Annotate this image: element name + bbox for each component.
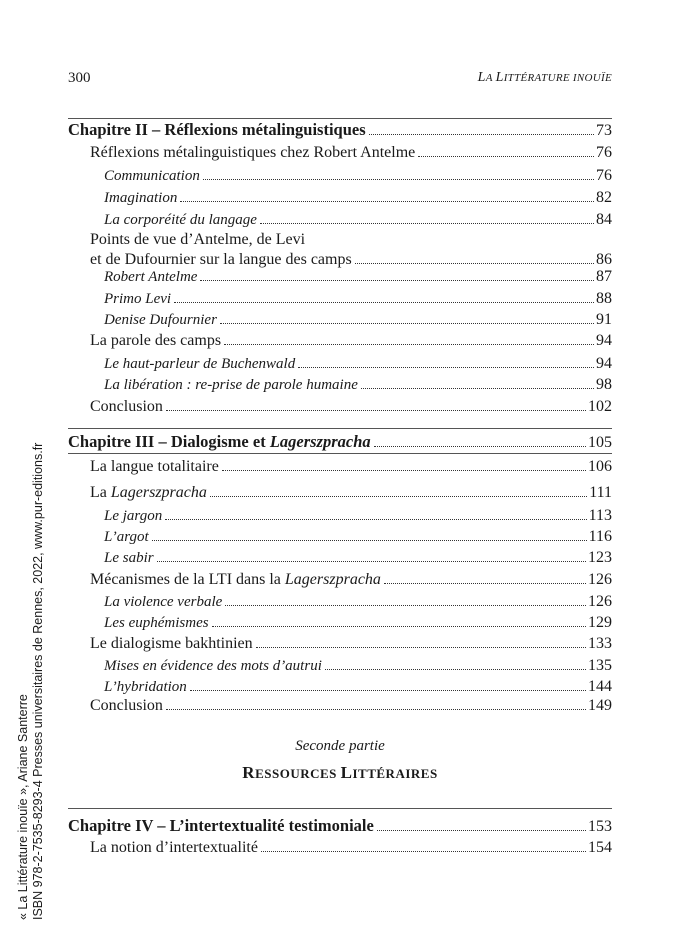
toc-page-number: 126 <box>588 593 612 610</box>
leader-dots <box>200 279 594 281</box>
leader-dots <box>222 469 586 471</box>
publisher-credit: « La Littérature inouïe », Ariane Santerre ISBN 978-2-7535-8293-4 Presses universitaires de Rennes, 2022, www.pur-editions.fr <box>16 442 45 920</box>
leader-dots <box>256 646 586 648</box>
leader-dots <box>166 708 586 710</box>
toc-entry-title: La violence verbale <box>104 594 223 610</box>
toc-page-number: 102 <box>588 398 612 415</box>
toc-page-number: 94 <box>596 332 612 349</box>
leader-dots <box>224 343 594 345</box>
toc-page-number: 129 <box>588 614 612 631</box>
toc-subsection-entry[interactable] <box>68 527 612 549</box>
leader-dots <box>165 518 586 520</box>
toc-page-number: 84 <box>596 211 612 228</box>
leader-dots <box>377 829 586 831</box>
toc-subsection-entry[interactable] <box>68 289 612 311</box>
section-divider <box>68 118 612 119</box>
running-title: LA LITTÉRATURE INOUÏE <box>477 70 612 85</box>
toc-entry-title: La corporéité du langage <box>104 212 257 228</box>
toc-section-entry[interactable] <box>68 397 612 419</box>
toc-entry-title: L’hybridation <box>104 679 187 695</box>
leader-dots <box>210 495 587 497</box>
leader-dots <box>220 322 594 324</box>
toc-entry-title: Chapitre IV – L’intertextualité testimoniale <box>68 816 374 835</box>
leader-dots <box>298 366 594 368</box>
section-divider <box>68 453 612 454</box>
toc-subsection-entry[interactable] <box>68 592 612 614</box>
toc-section-entry[interactable] <box>68 483 612 505</box>
toc-entry-title: La libération : re-prise de parole humaine <box>104 377 358 393</box>
toc-page-number: 133 <box>588 635 612 652</box>
toc-entry-title: La Lagerszpracha <box>90 484 207 501</box>
leader-dots <box>361 387 594 389</box>
toc-entry-title: Les euphémismes <box>104 615 209 631</box>
toc-subsection-entry[interactable] <box>68 166 612 188</box>
toc-entry-title: Imagination <box>104 190 178 206</box>
leader-dots <box>325 668 586 670</box>
part-label: Seconde partie <box>295 738 385 754</box>
toc-section-entry[interactable] <box>68 838 612 860</box>
toc-entry-title: Communication <box>104 168 200 184</box>
toc-page-number: 149 <box>588 697 612 714</box>
toc-page-number: 116 <box>588 528 612 545</box>
toc-page-number: 126 <box>588 571 612 588</box>
toc-chapter-entry[interactable] <box>68 120 612 142</box>
page-number: 300 <box>68 70 91 86</box>
toc-entry-title: Chapitre II – Réflexions métalinguistiques <box>68 120 366 139</box>
toc-entry-title: La langue totalitaire <box>90 458 219 475</box>
toc-subsection-entry[interactable] <box>68 375 612 397</box>
toc-page-number: 153 <box>588 818 612 835</box>
leader-dots <box>157 560 586 562</box>
toc-entry-title: Denise Dufournier <box>104 312 217 328</box>
toc-page-number: 87 <box>596 268 612 285</box>
section-divider <box>68 808 612 809</box>
toc-entry-title: Conclusion <box>90 697 163 714</box>
leader-dots <box>166 409 586 411</box>
toc-entry-title: Le jargon <box>104 508 163 524</box>
toc-subsection-entry[interactable] <box>68 188 612 210</box>
toc-page-number: 73 <box>596 122 612 139</box>
toc-page-number: 106 <box>588 458 612 475</box>
toc-page-number: 86 <box>596 251 612 268</box>
toc-subsection-entry[interactable] <box>68 354 612 376</box>
toc-subsection-entry[interactable] <box>68 548 612 570</box>
leader-dots <box>418 155 594 157</box>
toc-entry-title-continued: et de Dufournier sur la langue des camps 86 <box>90 251 612 268</box>
leader-dots <box>355 262 594 264</box>
leader-dots <box>225 604 586 606</box>
toc-entry-title: Le haut-parleur de Buchenwald <box>104 356 296 372</box>
toc-subsection-entry[interactable] <box>68 656 612 678</box>
toc-entry-title: Mises en évidence des mots d’autrui <box>104 658 322 674</box>
toc-page-number: 82 <box>596 189 612 206</box>
toc-entry-title: La notion d’intertextualité <box>90 839 258 856</box>
toc-page-number: 135 <box>588 657 612 674</box>
leader-dots <box>384 582 586 584</box>
leader-dots <box>260 222 594 224</box>
toc-entry-title: Le dialogisme bakhtinien <box>90 635 253 652</box>
leader-dots <box>190 689 586 691</box>
toc-page-number: 76 <box>596 144 612 161</box>
toc-section-entry[interactable] <box>68 457 612 479</box>
toc-entry-title: L’argot <box>104 529 149 545</box>
toc-page-number: 76 <box>596 167 612 184</box>
toc-subsection-entry[interactable] <box>68 267 612 289</box>
toc-entry-title: Le sabir <box>104 550 154 566</box>
toc-section-entry[interactable] <box>68 331 612 353</box>
toc-entry-title: Primo Levi <box>104 291 172 307</box>
leader-dots <box>212 625 586 627</box>
leader-dots <box>261 850 586 852</box>
part-title: RESSOURCES LITTÉRAIRES <box>242 763 438 782</box>
toc-section-entry[interactable] <box>68 696 612 718</box>
toc-section-entry[interactable] <box>68 143 612 165</box>
toc-page-number: 154 <box>588 839 612 856</box>
toc-page-number: 123 <box>588 549 612 566</box>
toc-chapter-entry[interactable] <box>68 816 612 838</box>
page-header <box>68 70 612 92</box>
toc-page-number: 111 <box>589 484 612 501</box>
toc-entry-title: Mécanismes de la LTI dans la Lagerszpracha <box>90 571 381 588</box>
toc-section-entry[interactable] <box>68 230 612 272</box>
toc-entry-title: La parole des camps <box>90 332 222 349</box>
toc-entry-title: Robert Antelme <box>104 269 198 285</box>
toc-page-number: 88 <box>596 290 612 307</box>
leader-dots <box>180 200 594 202</box>
toc-page-number: 94 <box>596 355 612 372</box>
section-divider <box>68 428 612 429</box>
toc-subsection-entry[interactable] <box>68 210 612 232</box>
toc-entry-title: Points de vue d’Antelme, de Levi <box>90 231 306 248</box>
toc-page-number: 144 <box>588 678 612 695</box>
toc-section-entry[interactable] <box>68 570 612 592</box>
toc-subsection-entry[interactable] <box>68 613 612 635</box>
leader-dots <box>374 445 586 447</box>
toc-subsection-entry[interactable] <box>68 506 612 528</box>
leader-dots <box>203 178 594 180</box>
toc-entry-title: Conclusion <box>90 398 163 415</box>
toc-page-number: 91 <box>596 311 612 328</box>
toc-page-number: 98 <box>596 376 612 393</box>
leader-dots <box>152 539 587 541</box>
toc-page-number: 113 <box>588 507 612 524</box>
toc-subsection-entry[interactable] <box>68 310 612 332</box>
toc-section-entry[interactable] <box>68 634 612 656</box>
leader-dots <box>369 133 594 135</box>
toc-chapter-entry[interactable]: Chapitre III – Dialogisme et Lagerszpracha 105 <box>68 432 612 451</box>
toc-entry-title: Réflexions métalinguistiques chez Robert Antelme <box>90 144 416 161</box>
leader-dots <box>174 301 594 303</box>
